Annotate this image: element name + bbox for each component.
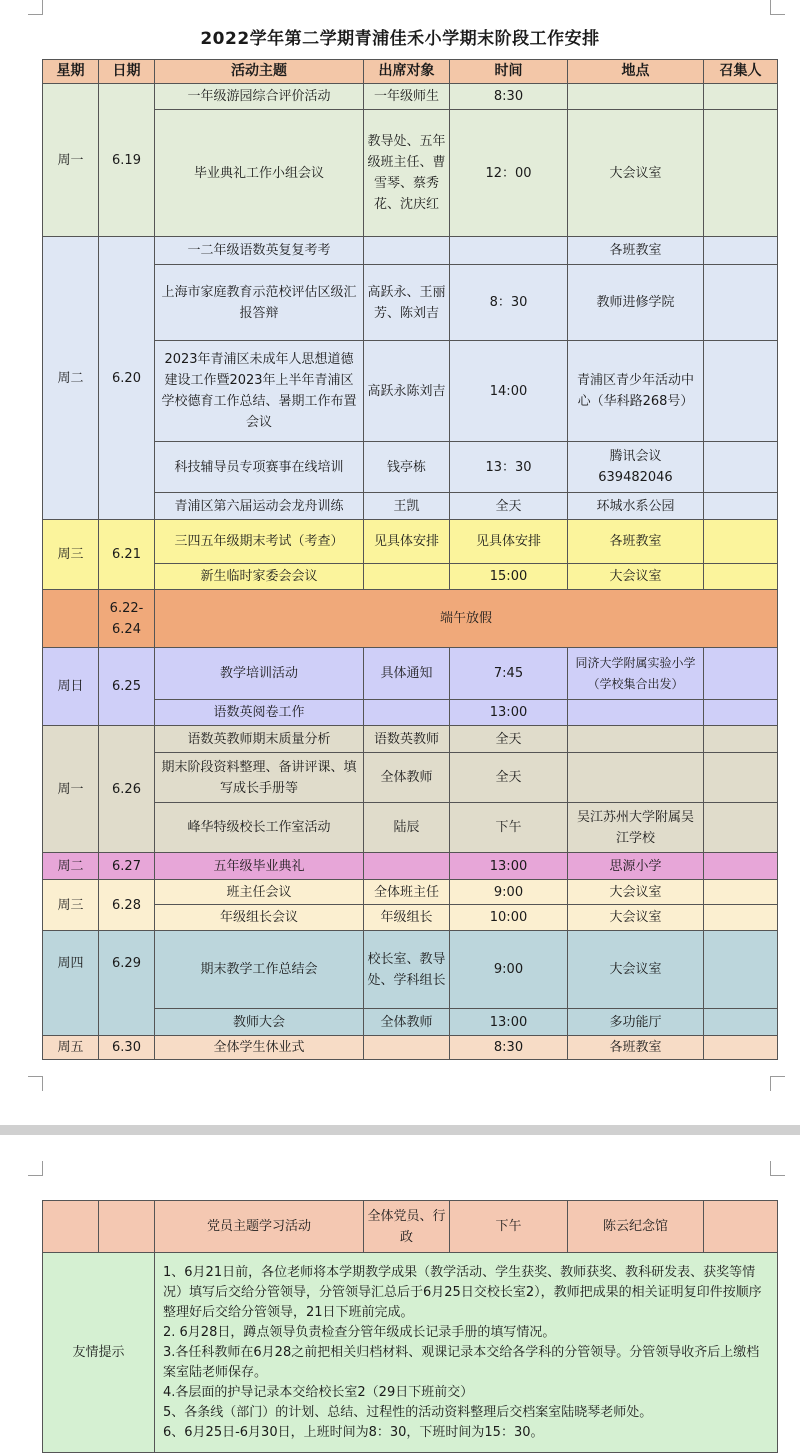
document-title: 2022学年第二学期青浦佳禾小学期末阶段工作安排 — [200, 29, 600, 49]
activity-cell: 语数英教师期末质量分析 — [155, 726, 364, 753]
convener-cell — [704, 648, 778, 700]
table-row — [43, 520, 778, 564]
attendees-cell: 王凯 — [364, 493, 450, 520]
convener-cell — [704, 931, 778, 1009]
place-cell — [568, 753, 704, 803]
time-cell: 13：30 — [450, 442, 568, 493]
tip-item: 1、6月21日前，各位老师将本学期教学成果（教学活动、学生获奖、教师获奖、教科研发表、获奖等情况）填写后交给分管领导，分管领导汇总后于6月25日交校长室2），教师把成果的相关证明复印件按顺序整理好后交给分管领导，21日下班前完成。 — [163, 1264, 762, 1320]
time-cell: 8:30 — [450, 84, 568, 110]
tip-item: 5、各条线（部门）的计划、总结、过程性的活动资料整理后交档案室陆晓琴老师处。 — [163, 1404, 653, 1420]
date-cell: 6.21 — [99, 520, 155, 590]
page-corner-mark — [770, 0, 785, 15]
header-date: 日期 — [99, 60, 155, 84]
time-cell: 13:00 — [450, 853, 568, 880]
time-cell: 13:00 — [450, 700, 568, 726]
convener-cell — [704, 700, 778, 726]
place-cell: 各班教室 — [568, 1036, 704, 1060]
header-activity: 活动主题 — [155, 60, 364, 84]
tips-label: 友情提示 — [43, 1253, 155, 1453]
tip-item: 4.各层面的护导记录本交给校长室2（29日下班前交） — [163, 1384, 474, 1400]
attendees-cell: 年级组长 — [364, 905, 450, 931]
header-convener: 召集人 — [704, 60, 778, 84]
date-cell: 6.27 — [99, 853, 155, 880]
activity-cell: 党员主题学习活动 — [155, 1201, 364, 1253]
day-cell: 周五 — [43, 1036, 99, 1060]
table-row — [43, 931, 778, 1009]
convener-cell — [704, 493, 778, 520]
attendees-cell: 高跃永陈刘吉 — [364, 341, 450, 442]
time-cell: 见具体安排 — [450, 520, 568, 564]
table-row — [43, 1201, 778, 1253]
activity-cell: 峰华特级校长工作室活动 — [155, 803, 364, 853]
day-cell: 周三 — [43, 520, 99, 590]
attendees-cell — [364, 237, 450, 265]
header-place: 地点 — [568, 60, 704, 84]
place-cell — [568, 726, 704, 753]
day-cell — [43, 590, 99, 648]
place-cell: 环城水系公园 — [568, 493, 704, 520]
activity-cell: 2023年青浦区未成年人思想道德建设工作暨2023年上半年青浦区学校德育工作总结、暑期工作布置会议 — [155, 341, 364, 442]
attendees-cell — [364, 853, 450, 880]
table-row — [43, 726, 778, 753]
page-2 — [0, 1135, 800, 1448]
attendees-cell: 全体教师 — [364, 1009, 450, 1036]
attendees-cell — [364, 564, 450, 590]
holiday-label: 端午放假 — [155, 590, 778, 648]
time-cell: 12：00 — [450, 110, 568, 237]
time-cell: 9:00 — [450, 880, 568, 905]
page-corner-mark — [770, 1161, 785, 1176]
table-row — [43, 237, 778, 265]
day-cell: 周二 — [43, 853, 99, 880]
activity-cell: 班主任会议 — [155, 880, 364, 905]
attendees-cell — [364, 700, 450, 726]
activity-cell: 三四五年级期末考试（考查） — [155, 520, 364, 564]
convener-cell — [704, 84, 778, 110]
place-cell: 各班教室 — [568, 237, 704, 265]
convener-cell — [704, 237, 778, 265]
time-cell: 9:00 — [450, 931, 568, 1009]
activity-cell: 科技辅导员专项赛事在线培训 — [155, 442, 364, 493]
schedule-table — [42, 59, 778, 1060]
header-row — [43, 60, 778, 84]
time-cell: 15:00 — [450, 564, 568, 590]
activity-cell: 一年级游园综合评价活动 — [155, 84, 364, 110]
time-cell: 13:00 — [450, 1009, 568, 1036]
date-cell: 6.26 — [99, 726, 155, 853]
place-cell — [568, 84, 704, 110]
place-cell: 各班教室 — [568, 520, 704, 564]
header-time: 时间 — [450, 60, 568, 84]
tip-item: 6、6月25日-6月30日，上班时间为8：30，下班时间为15：30。 — [163, 1424, 544, 1440]
convener-cell — [704, 564, 778, 590]
time-cell: 全天 — [450, 493, 568, 520]
attendees-cell: 全体党员、行政 — [364, 1201, 450, 1253]
day-cell: 周四 — [43, 931, 99, 1036]
convener-cell — [704, 803, 778, 853]
day-cell: 周三 — [43, 880, 99, 931]
place-cell: 大会议室 — [568, 880, 704, 905]
convener-cell — [704, 905, 778, 931]
table-row — [43, 84, 778, 110]
activity-cell: 期末教学工作总结会 — [155, 931, 364, 1009]
table-row — [43, 853, 778, 880]
attendees-cell: 陆辰 — [364, 803, 450, 853]
schedule-table-continued — [42, 1200, 778, 1453]
convener-cell — [704, 753, 778, 803]
table-row — [43, 1036, 778, 1060]
activity-cell: 期末阶段资料整理、备讲评课、填写成长手册等 — [155, 753, 364, 803]
convener-cell — [704, 520, 778, 564]
tips-content — [155, 1253, 778, 1453]
place-cell: 教师进修学院 — [568, 265, 704, 341]
attendees-cell: 语数英教师 — [364, 726, 450, 753]
time-cell: 全天 — [450, 753, 568, 803]
convener-cell — [704, 110, 778, 237]
activity-cell: 新生临时家委会会议 — [155, 564, 364, 590]
place-cell — [568, 700, 704, 726]
place-cell: 大会议室 — [568, 931, 704, 1009]
place-cell: 腾讯会议 639482046 — [568, 442, 704, 493]
time-cell: 10:00 — [450, 905, 568, 931]
place-cell: 多功能厅 — [568, 1009, 704, 1036]
attendees-cell: 全体教师 — [364, 753, 450, 803]
attendees-cell: 全体班主任 — [364, 880, 450, 905]
place-cell: 大会议室 — [568, 905, 704, 931]
day-cell: 周二 — [43, 237, 99, 520]
page-corner-mark — [28, 1161, 43, 1176]
activity-cell: 全体学生休业式 — [155, 1036, 364, 1060]
activity-cell: 语数英阅卷工作 — [155, 700, 364, 726]
convener-cell — [704, 853, 778, 880]
place-cell: 陈云纪念馆 — [568, 1201, 704, 1253]
attendees-cell: 教导处、五年级班主任、曹雪琴、蔡秀花、沈庆红 — [364, 110, 450, 237]
time-cell: 14:00 — [450, 341, 568, 442]
activity-cell: 年级组长会议 — [155, 905, 364, 931]
convener-cell — [704, 1201, 778, 1253]
table-row — [43, 648, 778, 700]
time-cell: 下午 — [450, 803, 568, 853]
table-row — [43, 880, 778, 905]
activity-cell: 青浦区第六届运动会龙舟训练 — [155, 493, 364, 520]
date-cell: 6.29 — [99, 931, 155, 1036]
place-cell: 青浦区青少年活动中心（华科路268号） — [568, 341, 704, 442]
time-cell: 下午 — [450, 1201, 568, 1253]
date-cell: 6.25 — [99, 648, 155, 726]
attendees-cell: 高跃永、王丽芳、陈刘吉 — [364, 265, 450, 341]
convener-cell — [704, 1036, 778, 1060]
date-cell — [99, 1201, 155, 1253]
place-cell: 大会议室 — [568, 110, 704, 237]
attendees-cell: 校长室、教导处、学科组长 — [364, 931, 450, 1009]
date-cell: 6.20 — [99, 237, 155, 520]
activity-cell: 毕业典礼工作小组会议 — [155, 110, 364, 237]
place-cell: 大会议室 — [568, 564, 704, 590]
time-cell: 7:45 — [450, 648, 568, 700]
activity-cell: 上海市家庭教育示范校评估区级汇报答辩 — [155, 265, 364, 341]
date-cell: 6.30 — [99, 1036, 155, 1060]
holiday-row — [43, 590, 778, 648]
attendees-cell: 一年级师生 — [364, 84, 450, 110]
header-attendees: 出席对象 — [364, 60, 450, 84]
date-cell: 6.28 — [99, 880, 155, 931]
activity-cell: 教学培训活动 — [155, 648, 364, 700]
time-cell — [450, 237, 568, 265]
day-cell: 周日 — [43, 648, 99, 726]
place-cell: 同济大学附属实验小学（学校集合出发） — [568, 648, 704, 700]
convener-cell — [704, 265, 778, 341]
date-cell: 6.19 — [99, 84, 155, 237]
day-cell: 周一 — [43, 84, 99, 237]
convener-cell — [704, 1009, 778, 1036]
time-cell: 8：30 — [450, 265, 568, 341]
attendees-cell: 具体通知 — [364, 648, 450, 700]
time-cell: 全天 — [450, 726, 568, 753]
page-separator — [0, 1125, 800, 1135]
attendees-cell: 钱亭栋 — [364, 442, 450, 493]
tip-item: 2. 6月28日，蹲点领导负责检查分管年级成长记录手册的填写情况。 — [163, 1324, 556, 1340]
convener-cell — [704, 726, 778, 753]
activity-cell: 教师大会 — [155, 1009, 364, 1036]
place-cell: 思源小学 — [568, 853, 704, 880]
attendees-cell — [364, 1036, 450, 1060]
activity-cell: 一二年级语数英复复考考 — [155, 237, 364, 265]
day-cell — [43, 1201, 99, 1253]
header-day: 星期 — [43, 60, 99, 84]
page-corner-mark — [28, 1076, 43, 1091]
attendees-cell: 见具体安排 — [364, 520, 450, 564]
activity-cell: 五年级毕业典礼 — [155, 853, 364, 880]
page-corner-mark — [770, 1076, 785, 1091]
tip-item: 3.各任科教师在6月28之前把相关归档材料、观课记录本交给各学科的分管领导。分管领导收齐后上缴档案室陆老师保存。 — [163, 1344, 760, 1380]
convener-cell — [704, 341, 778, 442]
page-corner-mark — [28, 0, 43, 15]
date-cell: 6.22-6.24 — [99, 590, 155, 648]
tips-row — [43, 1253, 778, 1453]
convener-cell — [704, 880, 778, 905]
place-cell: 吴江苏州大学附属吴江学校 — [568, 803, 704, 853]
day-cell: 周一 — [43, 726, 99, 853]
time-cell: 8:30 — [450, 1036, 568, 1060]
convener-cell — [704, 442, 778, 493]
